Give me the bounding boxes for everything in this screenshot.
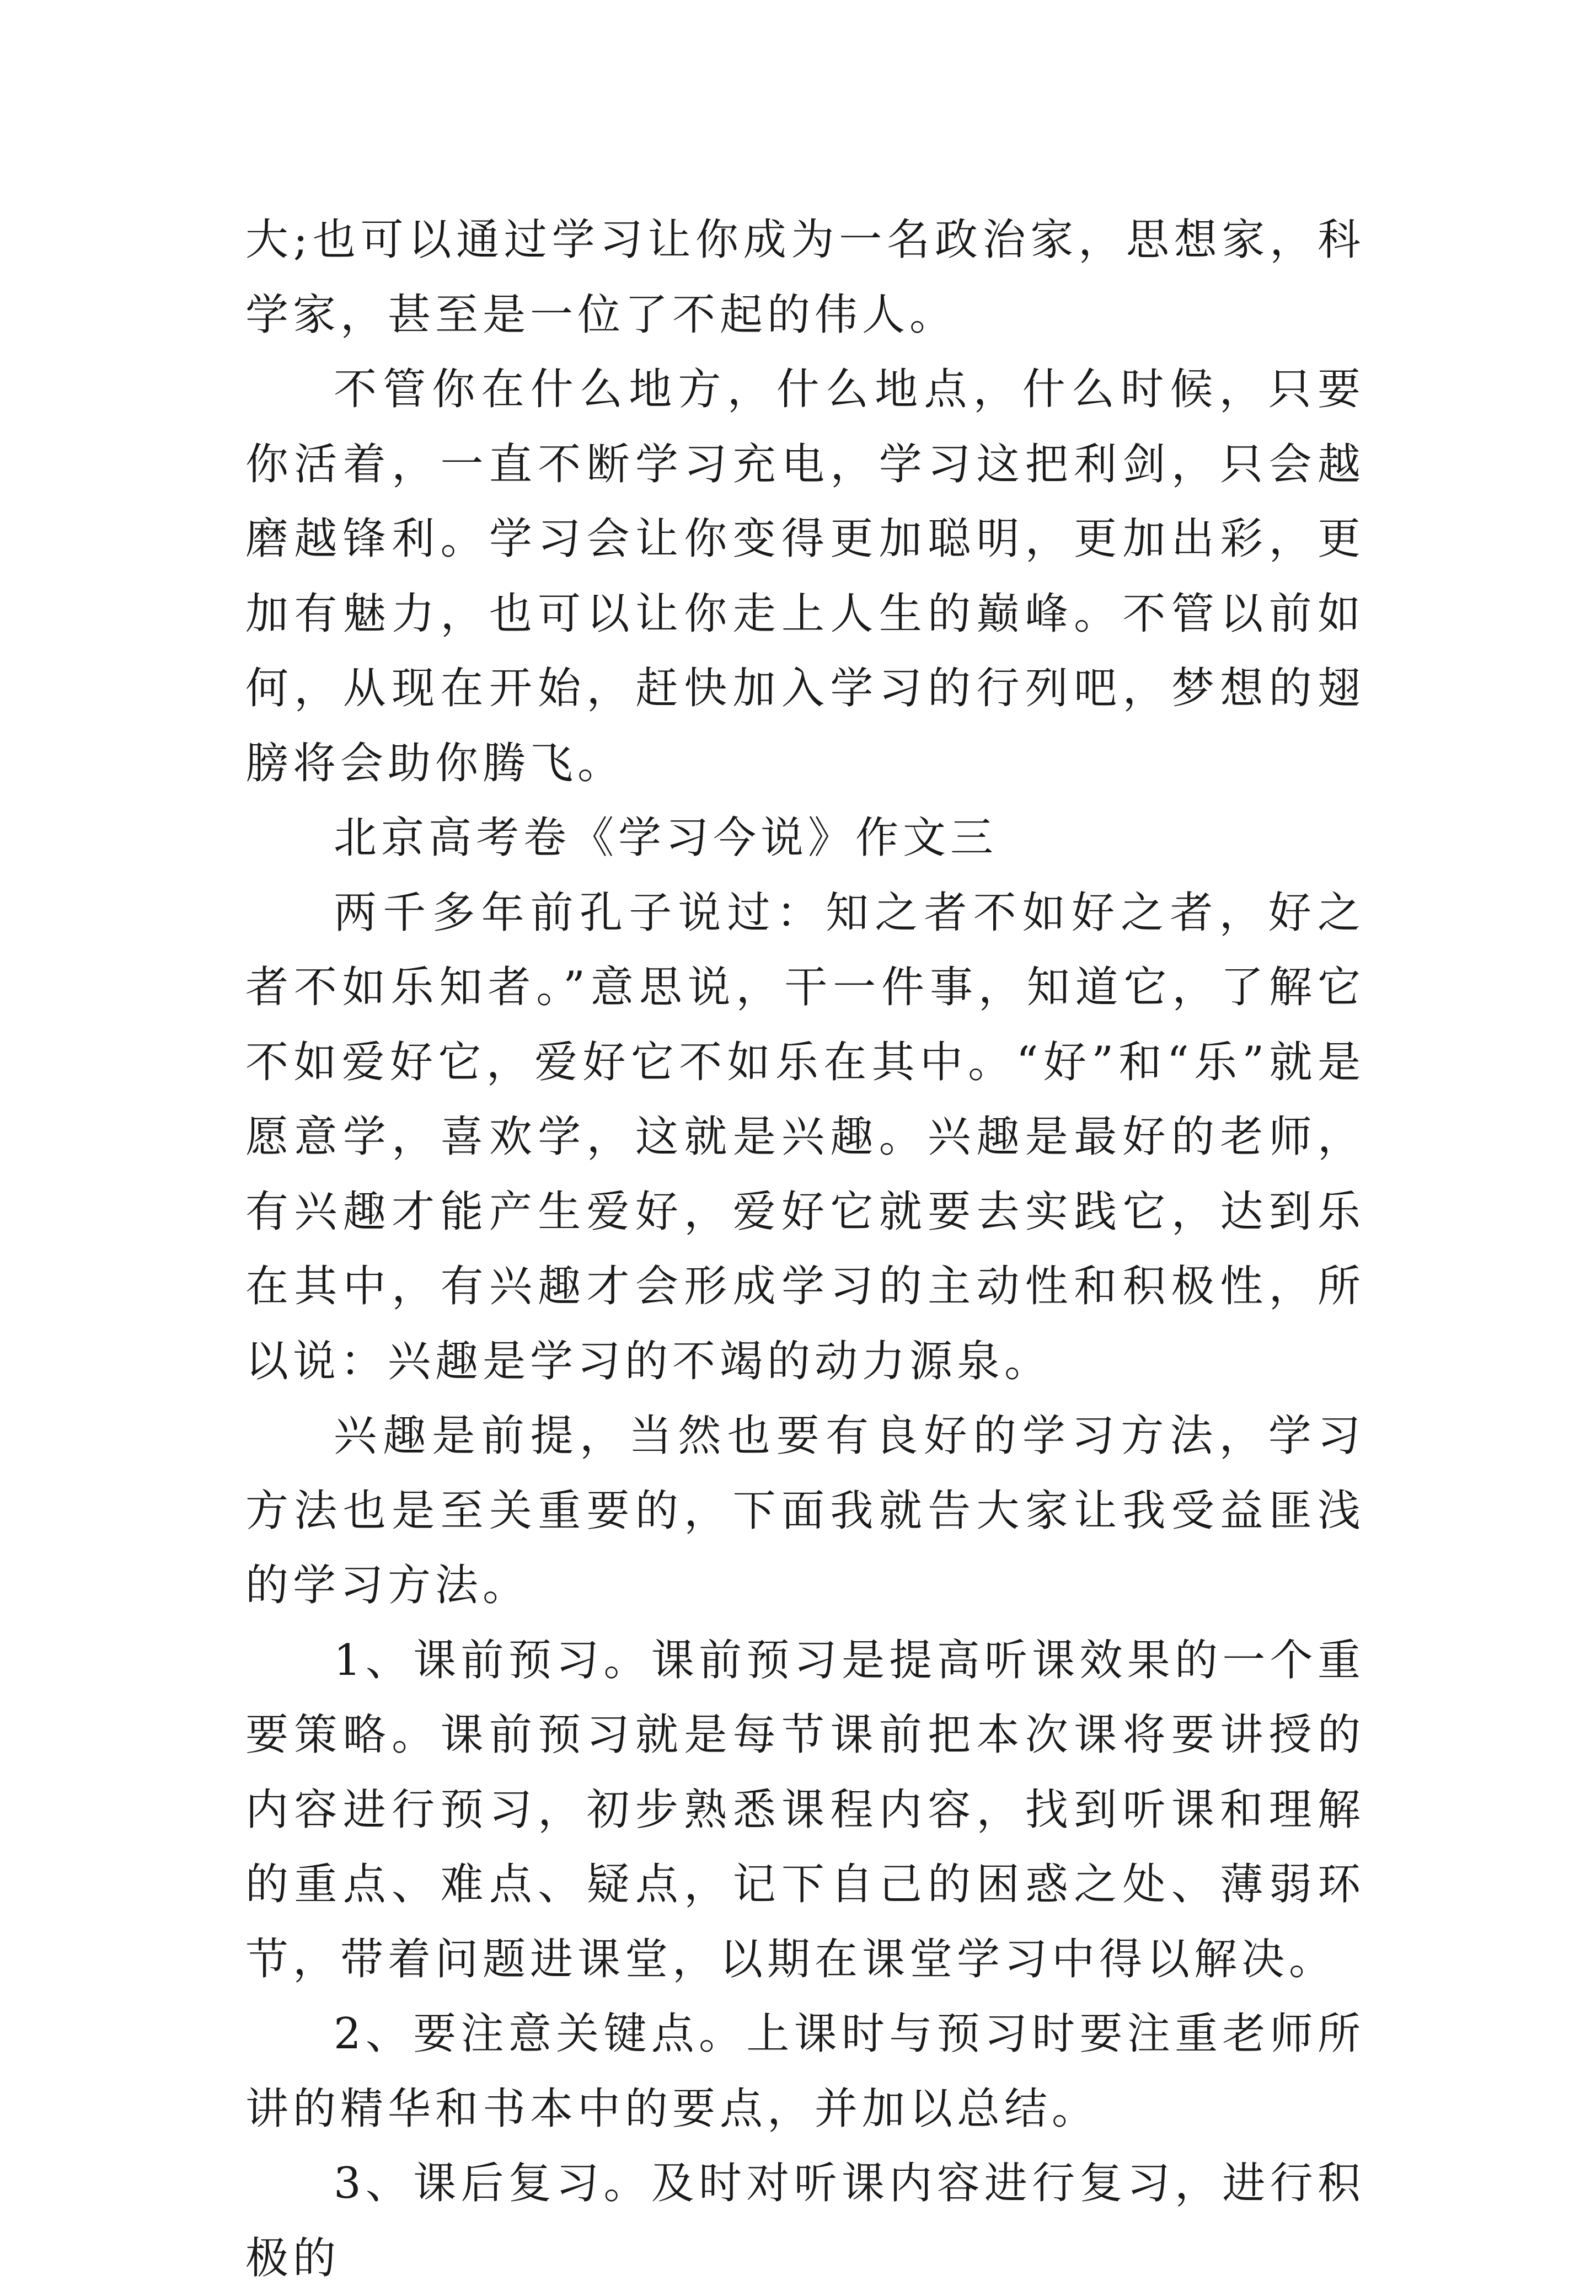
essay-heading: 北京高考卷《学习今说》作文三 bbox=[334, 813, 998, 863]
document-body bbox=[245, 203, 1365, 2296]
paragraph: 大;也可以通过学习让你成为一名政治家，思想家，科学家，甚至是一位了不起的伟人。 bbox=[245, 215, 1365, 340]
paragraph: 兴趣是前提，当然也要有良好的学习方法，学习方法也是至关重要的，下面我就告大家让我受益匪浅的学习方法。 bbox=[245, 1411, 1365, 1610]
list-item: 3、课后复习。及时对听课内容进行复习，进行积极的 bbox=[245, 2159, 1365, 2283]
list-item: 1、课前预习。课前预习是提高听课效果的一个重要策略。课前预习就是每节课前把本次课将要讲授的内容进行预习，初步熟悉课程内容，找到听课和理解的重点、难点、疑点，记下自己的困惑之处、薄弱环节，带着问题进课堂，以期在课堂学习中得以解决。 bbox=[245, 1635, 1365, 1984]
paragraph: 两千多年前孔子说过：知之者不如好之者，好之者不如乐知者。”意思说，干一件事，知道它，了解它不如爱好它，爱好它不如乐在其中。“好”和“乐”就是愿意学，喜欢学，这就是兴趣。兴趣是最好的老师，有兴趣才能产生爱好，爱好它就要去实践它，达到乐在其中，有兴趣才会形成学习的主动性和积极性，所以说：兴趣是学习的不竭的动力源泉。 bbox=[245, 888, 1365, 1386]
paragraph: 不管你在什么地方，什么地点，什么时候，只要你活着，一直不断学习充电，学习这把利剑，只会越磨越锋利。学习会让你变得更加聪明，更加出彩，更加有魅力，也可以让你走上人生的巅峰。不管以前如何，从现在开始，赶快加入学习的行列吧，梦想的翅膀将会助你腾飞。 bbox=[245, 365, 1365, 788]
list-item: 2、要注意关键点。上课时与预习时要注重老师所讲的精华和书本中的要点，并加以总结。 bbox=[245, 2009, 1365, 2134]
